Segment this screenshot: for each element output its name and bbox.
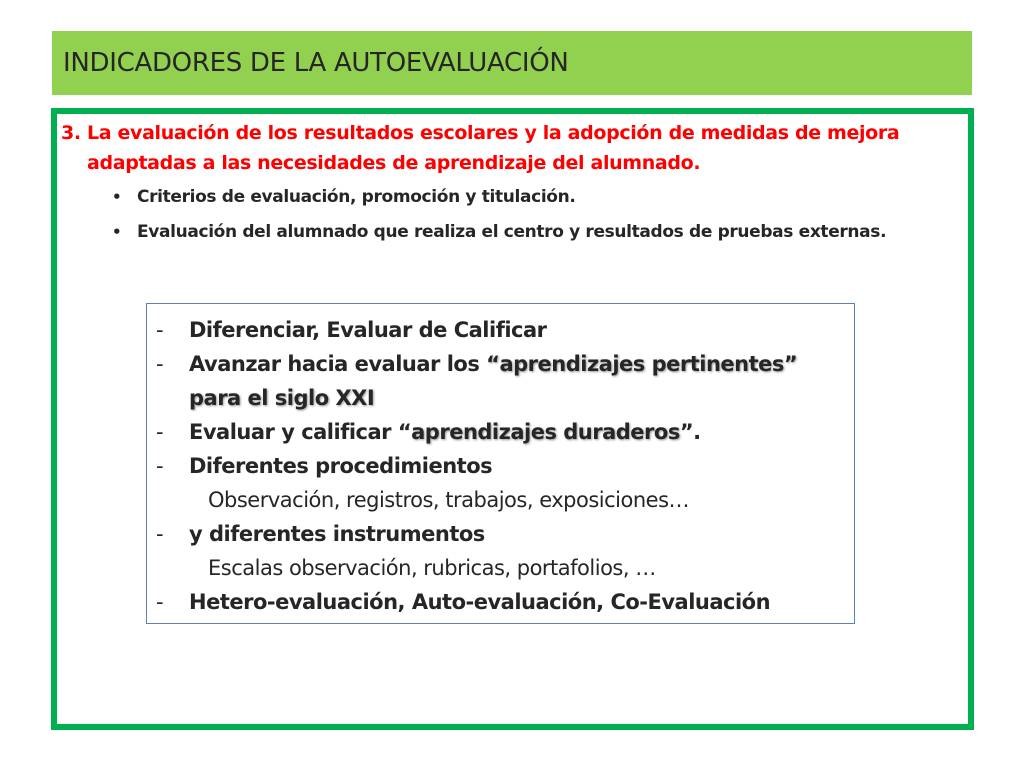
summary-subitem: Observación, registros, trabajos, exposiciones… (208, 488, 690, 512)
dash-marker: - (156, 318, 164, 342)
summary-emphasis: aprendizajes duraderos (411, 420, 680, 444)
summary-text: Avanzar hacia evaluar los (189, 352, 487, 376)
summary-emphasis: “aprendizajes pertinentes” para el siglo XXI (189, 352, 798, 410)
bullet-item (106, 184, 906, 211)
dash-marker: - (156, 420, 164, 444)
bullet-list (106, 184, 906, 246)
bullet-text: Criterios de evaluación, promoción y titulación. (137, 187, 576, 207)
bullet-item (106, 219, 906, 246)
summary-text: Hetero-evaluación, Auto-evaluación, Co-Evaluación (189, 590, 771, 614)
summary-text: y diferentes instrumentos (189, 522, 485, 546)
summary-item (156, 313, 846, 347)
dash-marker: - (156, 590, 164, 614)
summary-text: Evaluar y calificar “ (189, 420, 412, 444)
bullet-icon: • (112, 223, 122, 241)
dash-marker: - (156, 454, 164, 478)
summary-item (156, 517, 846, 551)
slide-title: INDICADORES DE LA AUTOEVALUACIÓN (63, 48, 569, 78)
summary-text: Diferentes procedimientos (189, 454, 493, 478)
bullet-icon: • (112, 188, 122, 206)
title-bar (52, 31, 972, 95)
summary-subitem: Escalas observación, rubricas, portafolios, … (208, 556, 656, 580)
summary-text: Diferenciar, Evaluar de Calificar (189, 318, 547, 342)
summary-item (156, 449, 846, 483)
summary-item (156, 585, 846, 619)
section-heading: 3. La evaluación de los resultados escolares y la adopción de medidas de mejora adaptadas a las necesidades de aprendizaje del alumnado. (61, 122, 900, 174)
summary-item (156, 347, 846, 415)
summary-item (156, 415, 846, 449)
bullet-text: Evaluación del alumnado que realiza el centro y resultados de pruebas externas. (137, 222, 887, 242)
summary-text-suffix: ”. (679, 420, 701, 444)
summary-list (156, 313, 846, 619)
dash-marker: - (156, 352, 164, 376)
dash-marker: - (156, 522, 164, 546)
